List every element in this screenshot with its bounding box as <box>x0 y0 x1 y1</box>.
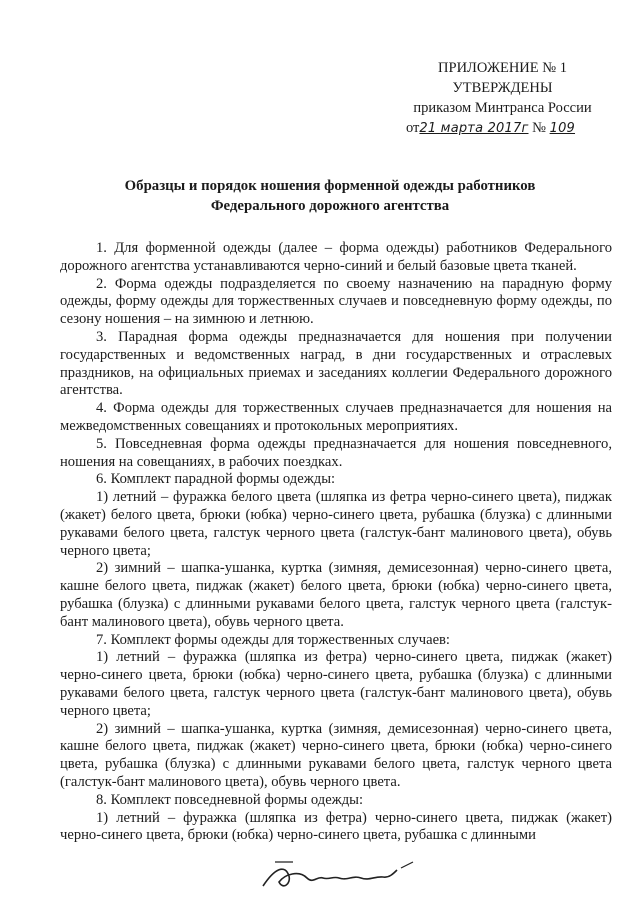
handwritten-number: 109 <box>549 121 576 136</box>
title-line-1: Образцы и порядок ношения форменной одежды работников <box>124 178 536 194</box>
paragraph: 1. Для форменной одежды (далее – форма одежды) работников Федерального дорожного агентства устанавливаются черно-синий и белый базовые цвета тканей. <box>60 240 612 274</box>
approval-stamp <box>400 58 605 139</box>
paragraph: 1) летний – фуражка (шляпка из фетра) черно-синего цвета, пиджак (жакет) черно-синего цвета, брюки (юбка) черно-синего цвета, рубашка (блузка) с длинными рукавами белого цвета, галстук черного цвета (галстук-бант малинового цвета), обувь черного цвета; <box>60 649 612 719</box>
paragraph: 6. Комплект парадной формы одежды: <box>96 471 336 488</box>
document-body <box>60 240 612 845</box>
handwritten-date: 21 марта 2017г <box>419 121 529 136</box>
paragraph: 5. Повседневная форма одежды предназначается для ношения повседневного, ношения на совещаниях, в рабочих поездках. <box>60 435 612 470</box>
approved-label: УТВЕРЖДЕНЫ <box>452 80 553 96</box>
paragraph: 2) зимний – шапка-ушанка, куртка (зимняя, демисезонная) черно-синего цвета, кашне белого цвета, пиджак (жакет) черно-синего цвета, брюки (юбка) черно-синего цвета, рубашка (блузка) с длинными рукавами белого цвета, галстук черного цвета (галстук-бант малинового цвета), обувь черного цвета. <box>60 720 612 790</box>
number-prefix: № <box>532 120 546 136</box>
paragraph: 3. Парадная форма одежды предназначается для ношения при получении государственных и ведомственных наград, в дни государственных и отраслевых праздников, на официальных приемах и заседаниях коллегии Федерального дорожного агентства. <box>60 328 612 399</box>
title-line-2: Федерального дорожного агентства <box>210 198 450 214</box>
paragraph: 1) летний – фуражка (шляпка из фетра) черно-синего цвета, пиджак (жакет) черно-синего цвета, брюки (юбка) черно-синего цвета, рубашка с длинными <box>60 809 612 844</box>
paragraph: 4. Форма одежды для торжественных случаев предназначается для ношения на межведомственных совещаниях и протокольных мероприятиях. <box>60 400 612 434</box>
paragraph: 2) зимний – шапка-ушанка, куртка (зимняя, демисезонная) черно-синего цвета, кашне белого цвета, пиджак (жакет) белого цвета, брюки (юбка) черно-синего цвета, рубашка (блузка) с длинными рукавами белого цвета, галстук черного цвета (галстук-бант малинового цвета), обувь черного цвета. <box>60 560 612 630</box>
signature-icon <box>255 856 435 896</box>
date-prefix: от <box>406 120 420 136</box>
paragraph: 8. Комплект повседневной формы одежды: <box>96 791 364 808</box>
paragraph: 7. Комплект формы одежды для торжественных случаев: <box>96 631 450 648</box>
document-title <box>60 176 600 216</box>
paragraph: 2. Форма одежды подразделяется по своему назначению на парадную форму одежды, форму одежды для торжественных случаев и повседневную форму одежды, по сезону ношения – на зимнюю и летнюю. <box>60 275 612 328</box>
order-date-line <box>400 118 605 139</box>
paragraph: 1) летний – фуражка белого цвета (шляпка из фетра черно-синего цвета), пиджак (жакет) белого цвета, брюки (юбка) черно-синего цвета, рубашка (блузка) с длинными рукавами белого цвета, галстук черного цвета (галстук-бант малинового цвета), обувь черного цвета; <box>60 489 612 559</box>
order-label: приказом Минтранса России <box>413 100 592 116</box>
appendix-label: ПРИЛОЖЕНИЕ № 1 <box>438 60 567 76</box>
